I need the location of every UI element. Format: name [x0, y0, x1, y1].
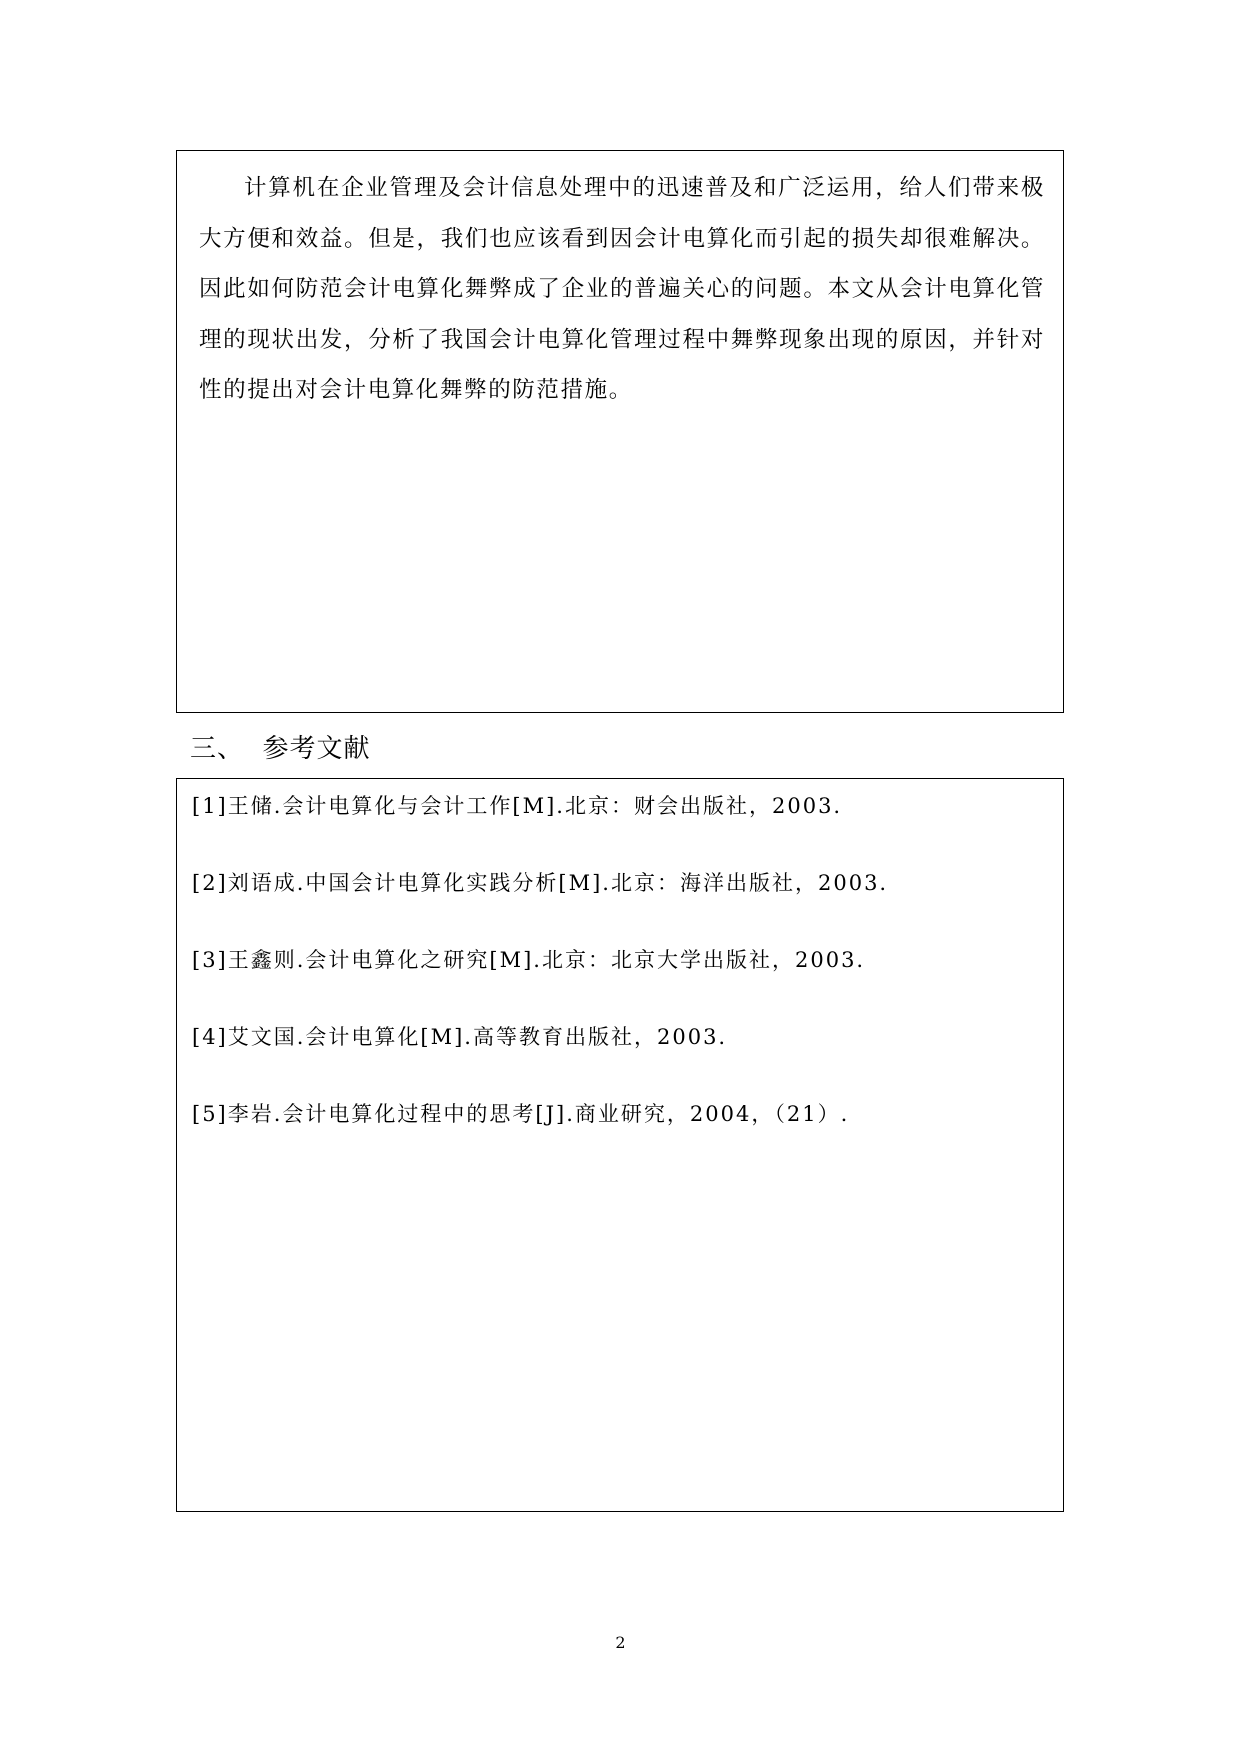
reference-item-4: [4]艾文国.会计电算化[M].高等教育出版社，2003.	[192, 1025, 728, 1049]
references-box	[176, 778, 1064, 1512]
abstract-box	[176, 150, 1064, 713]
reference-item-2: [2]刘语成.中国会计电算化实践分析[M].北京：海洋出版社，2003.	[192, 871, 889, 895]
reference-item-3: [3]王鑫则.会计电算化之研究[M].北京：北京大学出版社，2003.	[192, 948, 866, 972]
references-list	[192, 791, 1051, 1129]
page-number: 2	[615, 1633, 626, 1652]
references-heading: 三、 参考文献	[190, 734, 371, 764]
reference-item-5: [5]李岩.会计电算化过程中的思考[J].商业研究，2004，（21）.	[192, 1102, 850, 1126]
abstract-paragraph: 计算机在企业管理及会计信息处理中的迅速普及和广泛运用，给人们带来极大方便和效益。但是，我们也应该看到因会计电算化而引起的损失却很难解决。因此如何防范会计电算化舞弊成了企业的普遍关心的问题。本文从会计电算化管理的现状出发，分析了我国会计电算化管理过程中舞弊现象出现的原因，并针对性的提出对会计电算化舞弊的防范措施。	[199, 175, 1045, 403]
reference-item-1: [1]王储.会计电算化与会计工作[M].北京：财会出版社，2003.	[192, 794, 843, 818]
